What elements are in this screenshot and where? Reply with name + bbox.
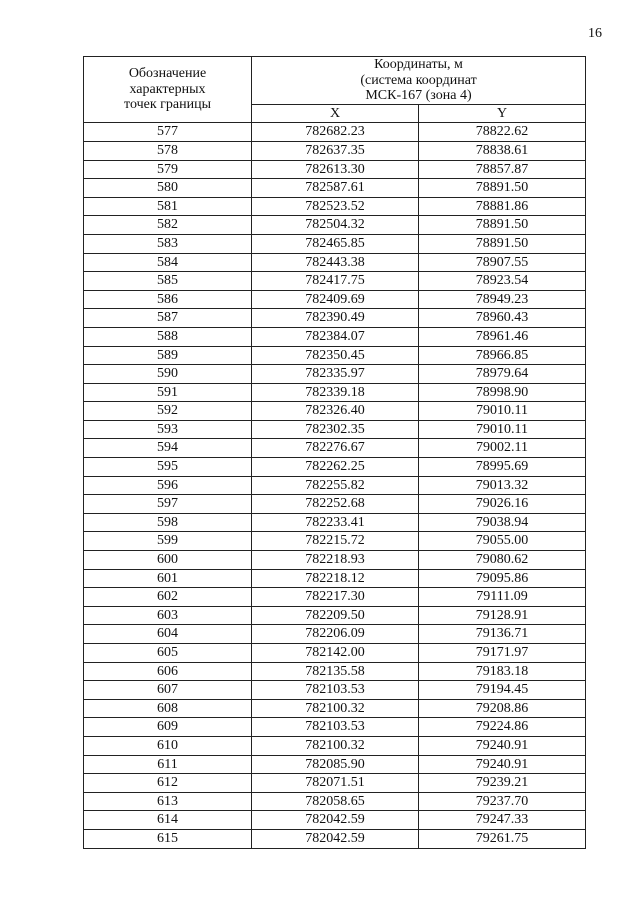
- point-number-cell: 609: [84, 718, 252, 737]
- x-coordinate-cell: 782135.58: [252, 662, 419, 681]
- table-row: [84, 569, 586, 588]
- y-coordinate-cell: 78979.64: [419, 365, 586, 384]
- header-coordinates: [252, 57, 586, 105]
- table-row: [84, 402, 586, 421]
- point-number-cell: 615: [84, 829, 252, 848]
- x-coordinate-cell: 782504.32: [252, 216, 419, 235]
- table-row: [84, 253, 586, 272]
- x-coordinate-cell: 782384.07: [252, 327, 419, 346]
- y-coordinate-cell: 79128.91: [419, 606, 586, 625]
- x-coordinate-cell: 782523.52: [252, 197, 419, 216]
- y-coordinate-cell: 78891.50: [419, 179, 586, 198]
- table-row: [84, 141, 586, 160]
- point-number-cell: 583: [84, 234, 252, 253]
- table-row: [84, 365, 586, 384]
- table-row: [84, 829, 586, 848]
- point-number-cell: 603: [84, 606, 252, 625]
- header-designation-line-2: характерных: [129, 81, 206, 97]
- point-number-cell: 587: [84, 309, 252, 328]
- y-coordinate-cell: 78891.50: [419, 216, 586, 235]
- x-coordinate-cell: 782255.82: [252, 476, 419, 495]
- y-coordinate-cell: 79240.91: [419, 755, 586, 774]
- x-coordinate-cell: 782465.85: [252, 234, 419, 253]
- y-coordinate-cell: 78966.85: [419, 346, 586, 365]
- point-number-cell: 592: [84, 402, 252, 421]
- table-body: [84, 123, 586, 848]
- header-designation-line-1: Обозначение: [128, 66, 207, 82]
- table-row: [84, 774, 586, 793]
- y-coordinate-cell: 79013.32: [419, 476, 586, 495]
- point-number-cell: 605: [84, 644, 252, 663]
- x-coordinate-cell: 782042.59: [252, 811, 419, 830]
- table-row: [84, 179, 586, 198]
- x-coordinate-cell: 782390.49: [252, 309, 419, 328]
- table-row: [84, 495, 586, 514]
- header-coords-line-3: МСК-167 (зона 4): [365, 88, 472, 104]
- table-row: [84, 532, 586, 551]
- y-coordinate-cell: 79194.45: [419, 681, 586, 700]
- table-row: [84, 197, 586, 216]
- page-number: 16: [588, 26, 602, 41]
- table-row: [84, 216, 586, 235]
- table-row: [84, 420, 586, 439]
- point-number-cell: 582: [84, 216, 252, 235]
- point-number-cell: 595: [84, 458, 252, 477]
- table-row: [84, 513, 586, 532]
- point-number-cell: 600: [84, 551, 252, 570]
- point-number-cell: 590: [84, 365, 252, 384]
- header-y: Y: [419, 104, 586, 123]
- point-number-cell: 610: [84, 736, 252, 755]
- point-number-cell: 611: [84, 755, 252, 774]
- x-coordinate-cell: 782613.30: [252, 160, 419, 179]
- y-coordinate-cell: 78923.54: [419, 272, 586, 291]
- y-coordinate-cell: 78995.69: [419, 458, 586, 477]
- x-coordinate-cell: 782103.53: [252, 718, 419, 737]
- header-x: X: [252, 104, 419, 123]
- header-point-designation: [84, 57, 252, 123]
- table-row: [84, 476, 586, 495]
- table-row: [84, 606, 586, 625]
- point-number-cell: 613: [84, 792, 252, 811]
- y-coordinate-cell: 79224.86: [419, 718, 586, 737]
- x-coordinate-cell: 782100.32: [252, 736, 419, 755]
- y-coordinate-cell: 79261.75: [419, 829, 586, 848]
- x-coordinate-cell: 782252.68: [252, 495, 419, 514]
- x-coordinate-cell: 782339.18: [252, 383, 419, 402]
- point-number-cell: 606: [84, 662, 252, 681]
- table-row: [84, 699, 586, 718]
- y-coordinate-cell: 79239.21: [419, 774, 586, 793]
- table-row: [84, 736, 586, 755]
- y-coordinate-cell: 79010.11: [419, 420, 586, 439]
- x-coordinate-cell: 782218.12: [252, 569, 419, 588]
- point-number-cell: 589: [84, 346, 252, 365]
- point-number-cell: 598: [84, 513, 252, 532]
- table-row: [84, 588, 586, 607]
- y-coordinate-cell: 78891.50: [419, 234, 586, 253]
- point-number-cell: 579: [84, 160, 252, 179]
- x-coordinate-cell: 782443.38: [252, 253, 419, 272]
- point-number-cell: 614: [84, 811, 252, 830]
- y-coordinate-cell: 78857.87: [419, 160, 586, 179]
- y-coordinate-cell: 79247.33: [419, 811, 586, 830]
- table-row: [84, 811, 586, 830]
- point-number-cell: 608: [84, 699, 252, 718]
- y-coordinate-cell: 78960.43: [419, 309, 586, 328]
- x-coordinate-cell: 782058.65: [252, 792, 419, 811]
- y-coordinate-cell: 78881.86: [419, 197, 586, 216]
- header-designation-line-3: точек границы: [124, 97, 211, 113]
- table-row: [84, 644, 586, 663]
- point-number-cell: 591: [84, 383, 252, 402]
- y-coordinate-cell: 78907.55: [419, 253, 586, 272]
- point-number-cell: 577: [84, 123, 252, 142]
- table-row: [84, 458, 586, 477]
- x-coordinate-cell: 782350.45: [252, 346, 419, 365]
- x-coordinate-cell: 782302.35: [252, 420, 419, 439]
- point-number-cell: 578: [84, 141, 252, 160]
- table-row: [84, 551, 586, 570]
- point-number-cell: 612: [84, 774, 252, 793]
- x-coordinate-cell: 782637.35: [252, 141, 419, 160]
- table-row: [84, 792, 586, 811]
- header-coords-line-1: Координаты, м: [374, 57, 463, 72]
- point-number-cell: 593: [84, 420, 252, 439]
- x-coordinate-cell: 782276.67: [252, 439, 419, 458]
- y-coordinate-cell: 79136.71: [419, 625, 586, 644]
- table-row: [84, 309, 586, 328]
- x-coordinate-cell: 782262.25: [252, 458, 419, 477]
- table-row: [84, 272, 586, 291]
- table-row: [84, 290, 586, 309]
- x-coordinate-cell: 782215.72: [252, 532, 419, 551]
- point-number-cell: 585: [84, 272, 252, 291]
- x-coordinate-cell: 782218.93: [252, 551, 419, 570]
- x-coordinate-cell: 782103.53: [252, 681, 419, 700]
- y-coordinate-cell: 79171.97: [419, 644, 586, 663]
- y-coordinate-cell: 79038.94: [419, 513, 586, 532]
- x-coordinate-cell: 782417.75: [252, 272, 419, 291]
- point-number-cell: 594: [84, 439, 252, 458]
- y-coordinate-cell: 79208.86: [419, 699, 586, 718]
- point-number-cell: 604: [84, 625, 252, 644]
- table-row: [84, 383, 586, 402]
- point-number-cell: 586: [84, 290, 252, 309]
- x-coordinate-cell: 782142.00: [252, 644, 419, 663]
- table-row: [84, 625, 586, 644]
- table-row: [84, 160, 586, 179]
- y-coordinate-cell: 79002.11: [419, 439, 586, 458]
- table-row: [84, 234, 586, 253]
- table-row: [84, 681, 586, 700]
- point-number-cell: 602: [84, 588, 252, 607]
- y-coordinate-cell: 78838.61: [419, 141, 586, 160]
- table-row: [84, 718, 586, 737]
- y-coordinate-cell: 79183.18: [419, 662, 586, 681]
- table-header: [84, 57, 586, 123]
- y-coordinate-cell: 79237.70: [419, 792, 586, 811]
- x-coordinate-cell: 782206.09: [252, 625, 419, 644]
- y-coordinate-cell: 79111.09: [419, 588, 586, 607]
- point-number-cell: 581: [84, 197, 252, 216]
- x-coordinate-cell: 782100.32: [252, 699, 419, 718]
- y-coordinate-cell: 78961.46: [419, 327, 586, 346]
- coordinates-table: [83, 56, 586, 849]
- y-coordinate-cell: 78822.62: [419, 123, 586, 142]
- table-row: [84, 327, 586, 346]
- point-number-cell: 597: [84, 495, 252, 514]
- y-coordinate-cell: 79055.00: [419, 532, 586, 551]
- x-coordinate-cell: 782409.69: [252, 290, 419, 309]
- table-row: [84, 439, 586, 458]
- y-coordinate-cell: 79095.86: [419, 569, 586, 588]
- y-coordinate-cell: 79010.11: [419, 402, 586, 421]
- point-number-cell: 601: [84, 569, 252, 588]
- table-row: [84, 662, 586, 681]
- x-coordinate-cell: 782326.40: [252, 402, 419, 421]
- y-coordinate-cell: 78998.90: [419, 383, 586, 402]
- x-coordinate-cell: 782233.41: [252, 513, 419, 532]
- y-coordinate-cell: 79080.62: [419, 551, 586, 570]
- y-coordinate-cell: 79026.16: [419, 495, 586, 514]
- table-row: [84, 346, 586, 365]
- point-number-cell: 588: [84, 327, 252, 346]
- x-coordinate-cell: 782217.30: [252, 588, 419, 607]
- x-coordinate-cell: 782085.90: [252, 755, 419, 774]
- point-number-cell: 580: [84, 179, 252, 198]
- point-number-cell: 596: [84, 476, 252, 495]
- header-coords-line-2: (система координат: [360, 72, 477, 88]
- x-coordinate-cell: 782209.50: [252, 606, 419, 625]
- table-row: [84, 755, 586, 774]
- y-coordinate-cell: 78949.23: [419, 290, 586, 309]
- x-coordinate-cell: 782042.59: [252, 829, 419, 848]
- x-coordinate-cell: 782071.51: [252, 774, 419, 793]
- x-coordinate-cell: 782587.61: [252, 179, 419, 198]
- y-coordinate-cell: 79240.91: [419, 736, 586, 755]
- x-coordinate-cell: 782682.23: [252, 123, 419, 142]
- point-number-cell: 584: [84, 253, 252, 272]
- table-row: [84, 123, 586, 142]
- point-number-cell: 599: [84, 532, 252, 551]
- point-number-cell: 607: [84, 681, 252, 700]
- x-coordinate-cell: 782335.97: [252, 365, 419, 384]
